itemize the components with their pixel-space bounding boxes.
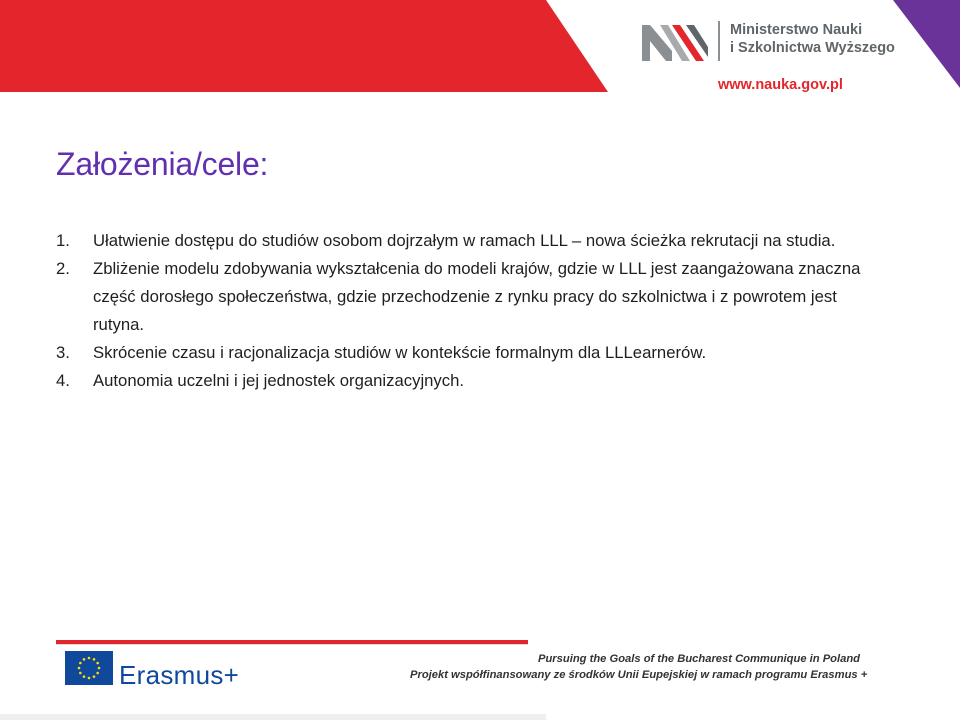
footer-note	[410, 651, 868, 683]
footer-note-line2: Projekt współfinansowany ze środków Unii Eupejskiej w ramach programu Erasmus +	[410, 669, 868, 681]
ministry-emblem-icon	[642, 21, 708, 61]
eu-star-icon	[83, 658, 86, 661]
eu-star-icon	[88, 657, 91, 660]
website-link[interactable]: www.nauka.gov.pl	[718, 77, 843, 93]
eu-star-icon	[78, 667, 81, 670]
ministry-name-line2: i Szkolnictwa Wyższego	[730, 40, 895, 56]
slide-title: Założenia/cele:	[56, 146, 269, 182]
footer-note-line1: Pursuing the Goals of the Bucharest Communique in Poland	[538, 653, 860, 665]
eu-star-icon	[88, 677, 91, 680]
list-item-text: Zbliżenie modelu zdobywania wykształcenia do modeli krajów, gdzie w LLL jest zaangażowana znaczna część dorosłego społeczeństwa, gdzie przechodzenie z rynku pracy do szkolnictwa i z powrotem jest rutyna.	[93, 259, 861, 334]
footer-divider	[56, 640, 528, 644]
list-item-number: 1.	[56, 231, 70, 250]
eu-stars	[65, 651, 113, 685]
eu-star-icon	[96, 672, 99, 675]
list-item-number: 3.	[56, 343, 70, 362]
eu-flag-icon	[65, 651, 113, 685]
list-item	[56, 367, 886, 395]
list-item	[56, 227, 886, 255]
banner-red-shape	[0, 0, 608, 92]
banner-purple-corner	[893, 0, 960, 88]
eu-star-icon	[79, 662, 82, 665]
bottom-bar	[0, 714, 546, 720]
erasmus-logo-text: Erasmus+	[119, 660, 240, 690]
list-item	[56, 255, 886, 339]
list-item	[56, 339, 886, 367]
list-item-text: Ułatwienie dostępu do studiów osobom dojrzałym w ramach LLL – nowa ścieżka rekrutacji na studia.	[93, 231, 836, 250]
ministry-name-line1: Ministerstwo Nauki	[730, 22, 863, 38]
eu-star-icon	[93, 675, 96, 678]
eu-star-icon	[98, 667, 101, 670]
ministry-name	[730, 21, 895, 57]
list-item-text: Skrócenie czasu i racjonalizacja studiów w kontekście formalnym dla LLLearnerów.	[93, 343, 707, 362]
list-item-number: 4.	[56, 371, 70, 390]
goals-list	[56, 227, 886, 395]
list-item-text: Autonomia uczelni i jej jednostek organizacyjnych.	[93, 371, 465, 390]
list-item-number: 2.	[56, 259, 70, 278]
eu-star-icon	[79, 672, 82, 675]
ministry-divider	[718, 21, 720, 61]
ministry-logo	[642, 19, 895, 64]
eu-star-icon	[93, 658, 96, 661]
eu-star-icon	[96, 662, 99, 665]
eu-star-icon	[83, 675, 86, 678]
